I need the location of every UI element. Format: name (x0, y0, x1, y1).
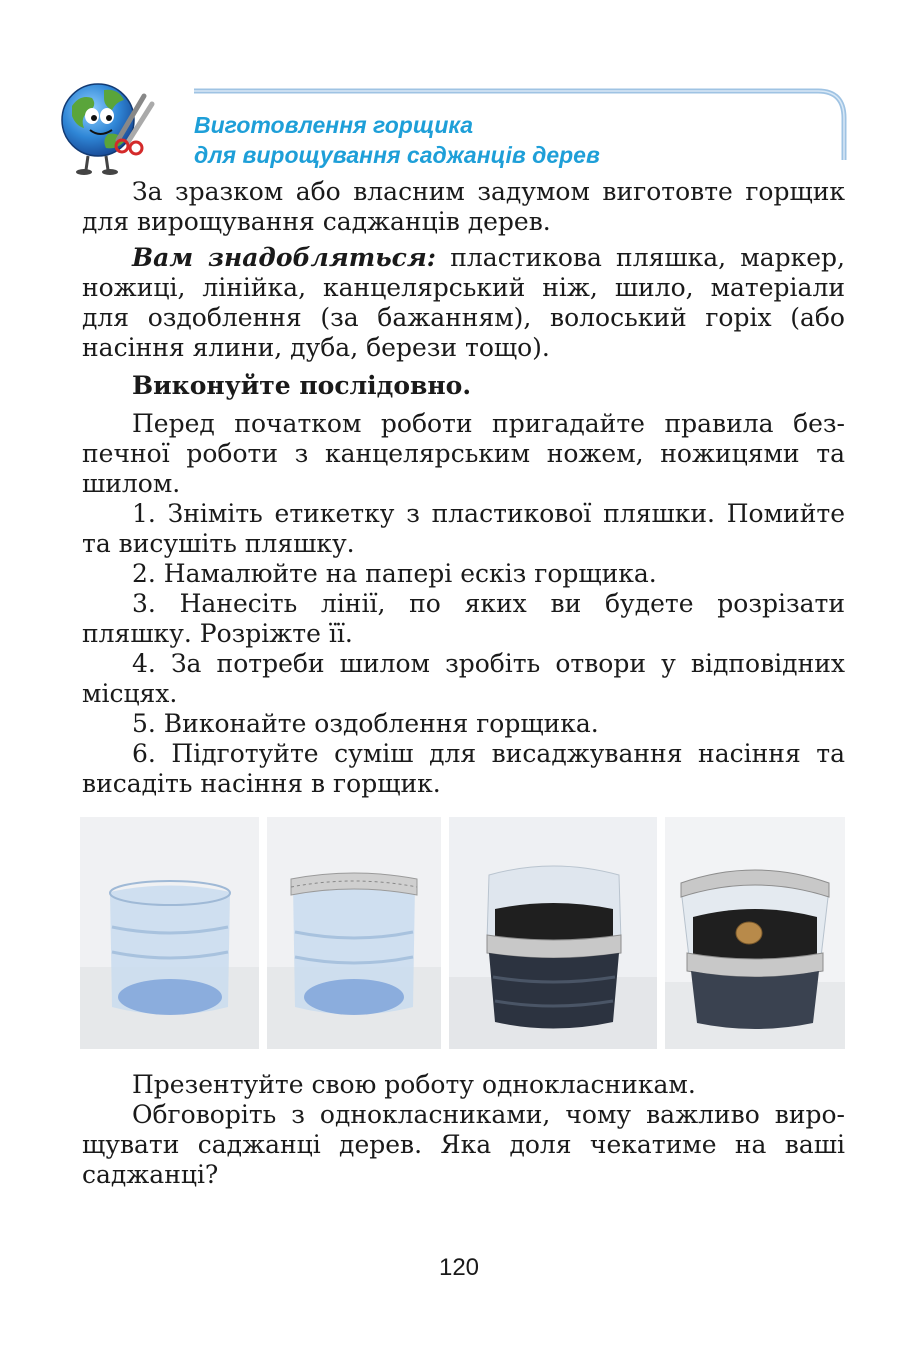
discuss-paragraph: Обговоріть з однокласниками, чому важливо вирощувати саджанці дерев. Яка доля чекатиме на ваші саджанці? (82, 1100, 845, 1189)
pot-with-soil-photo (449, 817, 657, 1049)
intro-paragraph: За зразком або власним задумом виготовте горщик для вирощування саджанців дерев. (82, 177, 845, 236)
step-1: 1. Зніміть етикетку з пластикової пляшки. Помийте та висушіть пляшку. (82, 499, 845, 558)
photo-strip (80, 817, 845, 1049)
step-4: 4. За потреби шилом зробіть отвори у відповідних місцях. (82, 649, 845, 708)
present-paragraph: Презентуйте свою роботу однокласникам. (132, 1070, 696, 1099)
page-number: 120 (438, 1254, 480, 1281)
section-title-line-2: для вирощування саджанців дерев (194, 142, 600, 168)
step-2: 2. Намалюйте на папері ескіз горщика. (132, 559, 657, 588)
globe-mascot-with-scissors-icon (58, 76, 162, 176)
pot-with-walnut-photo (665, 817, 845, 1049)
step-3: 3. Нанесіть лінії, по яких ви будете розрізати пляшку. Розріжте її. (82, 589, 845, 648)
step-5: 5. Виконайте оздоблення горщика. (132, 709, 599, 738)
sequence-heading (82, 371, 845, 401)
section-title (194, 110, 600, 170)
section-title-line-1: Виготовлення горщика (194, 112, 474, 138)
safety-paragraph: Перед початком роботи пригадайте правила безпечної роботи з канцелярським ножем, ножицями та шилом. (82, 409, 845, 498)
decorated-bottle-photo (267, 817, 441, 1049)
materials-paragraph (82, 243, 845, 363)
sequence-heading-text: Виконуйте послідовно. (132, 371, 472, 400)
instructions-body (82, 177, 845, 799)
closing-body (82, 1070, 845, 1190)
materials-label: Вам знадобляться: (132, 243, 437, 272)
cut-bottle-photo (80, 817, 259, 1049)
materials-text: пластикова пляшка, маркер, ножиці, лінійка, канцелярський ніж, шило, матеріали для оздоблення (за бажанням), волоський горіх (або насіння ялини, дуба, берези тощо). (82, 243, 846, 362)
step-6: 6. Підготуйте суміш для висаджування насіння та висадіть насіння в горщик. (82, 739, 845, 798)
